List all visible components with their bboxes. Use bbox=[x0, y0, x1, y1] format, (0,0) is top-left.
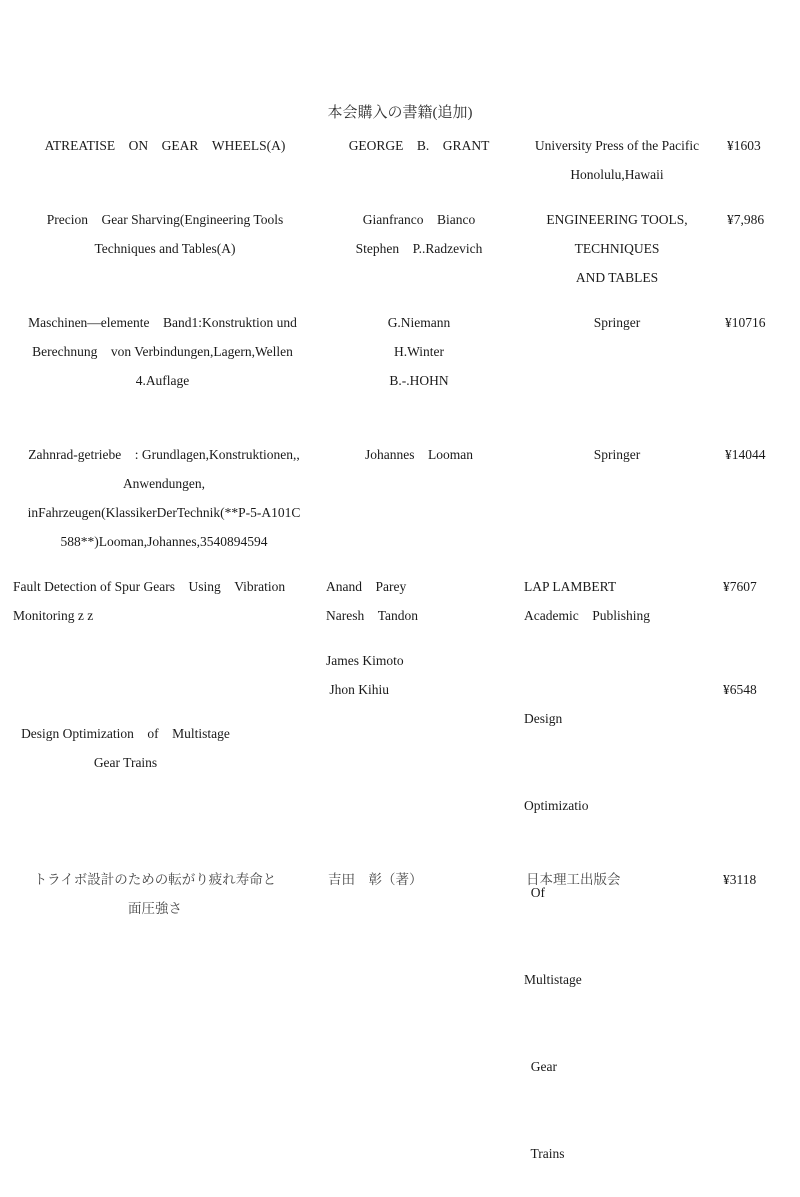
book-title-line: 588**)Looman,Johannes,3540894594 bbox=[60, 534, 268, 549]
book-price: ¥7607 bbox=[723, 579, 757, 594]
book-title bbox=[10, 865, 300, 923]
book-publisher-line: ENGINEERING TOOLS, bbox=[546, 212, 688, 227]
book-price: ¥6548 bbox=[723, 682, 757, 697]
document-title: 本会購入の書籍(追加) bbox=[327, 105, 473, 121]
book-title-line: inFahrzeugen(KlassikerDerTechnik(**P-5-A101C bbox=[27, 505, 301, 520]
book-publisher-line: LAP LAMBERT bbox=[524, 579, 617, 594]
book-price: ¥10716 bbox=[725, 315, 766, 330]
book-title-line: 4.Auflage bbox=[135, 373, 190, 388]
book-publisher-line: Honolulu,Hawaii bbox=[570, 167, 664, 182]
book-author: 吉田 彰（著） bbox=[328, 872, 423, 887]
book-author bbox=[330, 131, 508, 160]
book-title-line: 面圧強さ bbox=[128, 901, 182, 916]
book-author-line: H.Winter bbox=[393, 344, 445, 359]
book-publisher bbox=[522, 131, 712, 189]
book-title-line: ATREATISE ON GEAR WHEELS(A) bbox=[44, 138, 286, 153]
book-title-line: Fault Detection of Spur Gears Using Vibration bbox=[13, 579, 286, 594]
book-title-line: Monitoring z z bbox=[13, 608, 94, 623]
book-author bbox=[330, 205, 508, 263]
book-title-line: Anwendungen, bbox=[122, 476, 206, 491]
book-publisher-line: Trains bbox=[524, 1146, 565, 1161]
book-author-line: G.Niemann bbox=[387, 315, 451, 330]
book-price: ¥14044 bbox=[725, 447, 766, 462]
book-author-line: GEORGE B. GRANT bbox=[348, 138, 490, 153]
book-publisher-line: Academic Publishing bbox=[524, 608, 650, 623]
book-publisher: 日本理工出版会 bbox=[526, 872, 621, 887]
book-publisher-line: Of bbox=[524, 885, 545, 900]
book-author bbox=[330, 440, 508, 469]
book-title-line: Techniques and Tables(A) bbox=[94, 241, 236, 256]
book-title bbox=[0, 440, 328, 556]
book-price: ¥1603 bbox=[727, 138, 761, 153]
book-author-line: Anand Parey bbox=[326, 579, 407, 594]
book-author bbox=[326, 572, 506, 630]
book-price: ¥7,986 bbox=[727, 212, 765, 227]
book-publisher bbox=[524, 646, 674, 1197]
book-title-line: Berechnung von Verbindungen,Lagern,Wellen bbox=[32, 344, 293, 359]
book-author-line: James Kimoto bbox=[326, 653, 404, 668]
book-title-line: Precion Gear Sharving(Engineering Tools bbox=[46, 212, 284, 227]
book-author-line: B.-.HOHN bbox=[389, 373, 449, 388]
book-author-line: Gianfranco Bianco bbox=[362, 212, 476, 227]
book-title-line: トライボ設計のための転がり疲れ寿命と bbox=[33, 872, 277, 887]
book-title-line: Design Optimization of Multistage bbox=[21, 726, 230, 741]
book-publisher bbox=[522, 440, 712, 469]
book-title bbox=[10, 131, 320, 160]
book-author-line: Jhon Kihiu bbox=[326, 682, 390, 697]
book-publisher bbox=[522, 308, 712, 337]
book-publisher-line: Springer bbox=[593, 315, 641, 330]
book-author-line: Naresh Tandon bbox=[326, 608, 419, 623]
book-publisher-line: Optimizatio bbox=[524, 798, 589, 813]
book-publisher-line: AND TABLES bbox=[575, 270, 659, 285]
book-price: ¥3118 bbox=[723, 872, 757, 887]
book-publisher-line: Design bbox=[524, 711, 563, 726]
book-publisher-line: Springer bbox=[593, 447, 641, 462]
book-title bbox=[13, 572, 323, 630]
book-title bbox=[10, 205, 320, 263]
book-title bbox=[5, 308, 320, 395]
book-publisher bbox=[524, 572, 714, 630]
book-publisher-line: Multistage bbox=[524, 972, 582, 987]
book-author bbox=[326, 646, 506, 704]
book-publisher-line: University Press of the Pacific bbox=[534, 138, 700, 153]
book-title bbox=[8, 719, 243, 777]
book-title-line: Gear Trains bbox=[93, 755, 158, 770]
book-publisher bbox=[522, 205, 712, 292]
book-publisher-line: Gear bbox=[524, 1059, 557, 1074]
book-title-line: Zahnrad-getriebe : Grundlagen,Konstruktionen,, bbox=[28, 447, 300, 462]
book-title-line: Maschinen—elemente Band1:Konstruktion und bbox=[28, 315, 297, 330]
book-author-line: Stephen P..Radzevich bbox=[355, 241, 483, 256]
book-author bbox=[330, 308, 508, 395]
book-author-line: Johannes Looman bbox=[365, 447, 473, 462]
book-publisher-line: TECHNIQUES bbox=[574, 241, 660, 256]
